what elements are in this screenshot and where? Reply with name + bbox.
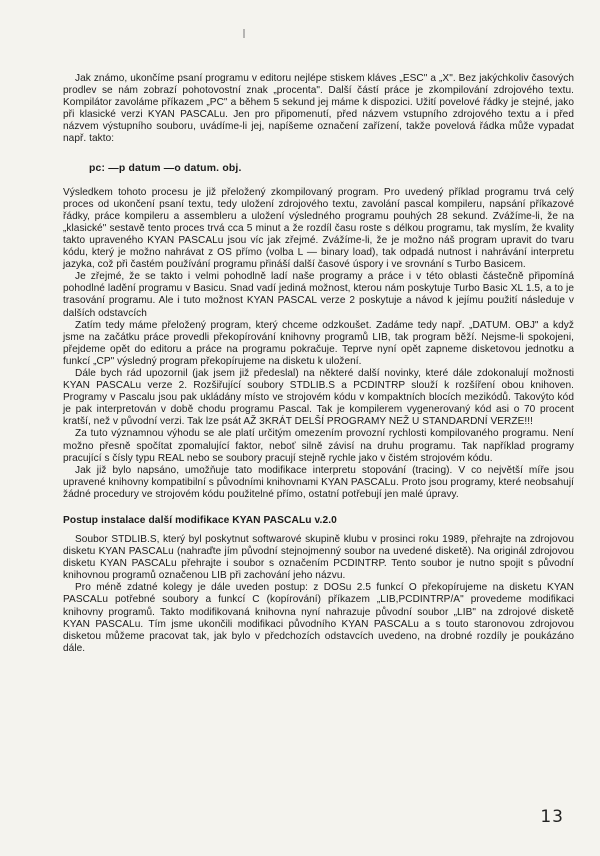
body-paragraph: Dále bych rád upozornil (jak jsem již předeslal) na některé další novinky, které dále zdokonalují možnosti KYAN PASCALu verze 2. Rozšiřující soubory STDLIB.S a PCDINTRP slouží k rozšíření obou knihoven. Programy v Pascalu jsou pak ukládány místo ve strojovém kódu v kompaktních blocích mezikódů. Takovýto kód je pak interpretován v době chodu programu Pascal. Tak je kompilerem vygenerovaný kód asi o 70 procent kratší, než v původní verzi. Tak lze psát AŽ 3KRÁT DELŠÍ PROGRAMY NEŽ U STANDARDNÍ VERZE!!! [63, 367, 574, 428]
body-paragraph: Je zřejmé, že se takto i velmi pohodlně ladí naše programy a práce i v této oblasti částečně připomíná pohodlné ladění programu v Basicu. Snad vadí jediná možnost, kterou nám poskytuje Turbo Basic XL 1.5, a to je trasování programu. Ale i tuto možnost KYAN PASCAL verze 2 poskytuje a návod k jejímu použití následuje v dalších odstavcích [63, 271, 574, 319]
body-paragraph: Soubor STDLIB.S, který byl poskytnut softwarové skupině klubu v prosinci roku 1989, přehrajte na zdrojovou disketu KYAN PASCALu (nahraďte jím původní stejnojmenný soubor na uvedené disketě). Na originál zdrojovou disketu KYAN PASCALu přehrajte i soubor s označením PCDINTRP. Tento soubor je nutno spojit s původní knihovnou programů označenou LIB při zachování jeho názvu. [63, 534, 574, 582]
body-paragraph: Za tuto významnou výhodu se ale platí určitým omezením provozní rychlosti kompilovaného programu. Není možno přesně spočítat zpomalující faktor, neboť silně závisí na druhu programu. Tak například programy pracující s čísly typu REAL nebo se soubory pracují stejně rychle jako v čistém strojovém kódu. [63, 428, 574, 464]
body-paragraph: Pro méně zdatné kolegy je dále uveden postup: z DOSu 2.5 funkcí O překopírujeme na disketu KYAN PASCALu potřebné soubory a funkcí C (kopírování) příkazem „LIB,PCDINTRP/A" provedeme modifikaci knihovny programů. Takto modifikovaná knihovna nyní nahrazuje původní soubor „LIB" na zdrojové disketě KYAN PASCALu. Tím jsme ukončili modifikaci původního KYAN PASCALu a s touto staronovou zdrojovou disketou můžeme pracovat tak, jak bylo v předchozích odstavcích uvedeno, na drobné rozdíly je poukázáno dále. [63, 582, 574, 654]
command-example: pc: —p datum —o datum. obj. [89, 162, 242, 174]
body-paragraph: Výsledkem tohoto procesu je již přeložený zkompilovaný program. Pro uvedený příklad programu trvá celý proces od ukončení psaní textu, tedy uložení zdrojového textu, zavolání pascal kompileru, napsání příkazové řádky, práce kompileru a assembleru a uložení výsledného programu pouhých 28 sekund. Zvážíme-li, že na „klasické" sestavě tento proces trvá cca 5 minut a že rozdíl času roste s délkou programu, tak myslím, že kvality takto upraveného KYAN PASCALu jsou víc jak zřejmé. Zvážíme-li, že je možno náš program upravit do tvaru kódu, který je možno nahrávat z OS přímo (volba L — binary load), tak odpadá nutnost i nahrávání interpretu jazyka, což při častém používání programu přináší další časové úspory i ve srovnání s Turbo Basicem. [63, 186, 574, 271]
section-heading: Postup instalace další modifikace KYAN PASCALu v.2.0 [63, 515, 337, 526]
page-number: 13 [540, 807, 564, 827]
body-paragraph: Jak již bylo napsáno, umožňuje tato modifikace interpretu stopování (tracing). V co největší míře jsou upravené knihovny kompatibilní s původními knihovnami KYAN PASCALu. Proto jsou programy, které neobsahují žádné procedury ve strojovém kódu použitelné přímo, ostatní potřebují jen malé úpravy. [63, 464, 574, 500]
body-paragraph: Jak známo, ukončíme psaní programu v editoru nejlépe stiskem kláves „ESC" a „X". Bez jakýchkoliv časových prodlev se nám zobrazí pohotovostní znak „procenta". Další částí práce je zkompilování zdrojového textu. Kompilátor zavoláme příkazem „PC" a během 5 sekund jej máme k dispozici. Užití povelové řádky je stejné, jako při klasické verzi KYAN PASCALu. Jen pro připomenutí, před názvem vstupního zdrojového textu a i před názvem výstupního souboru, uvádíme-li jej, napíšeme označení zařízení, takže povelová řádka může vypadat např. takto: [63, 73, 574, 145]
scan-speck [243, 29, 245, 38]
body-paragraph: Zatím tedy máme přeložený program, který chceme odzkoušet. Zadáme tedy např. „DATUM. OBJ" a když jsme na začátku práce provedli překopírování knihovny programů LIB, tak program běží. Nejsme-li spokojeni, přejdeme opět do editoru a práce na programu pokračuje. Teprve nyní opět zapneme disketovou jednotku a funkcí „CP" výsledný program překopírujeme na disketu k uložení. [63, 319, 574, 367]
